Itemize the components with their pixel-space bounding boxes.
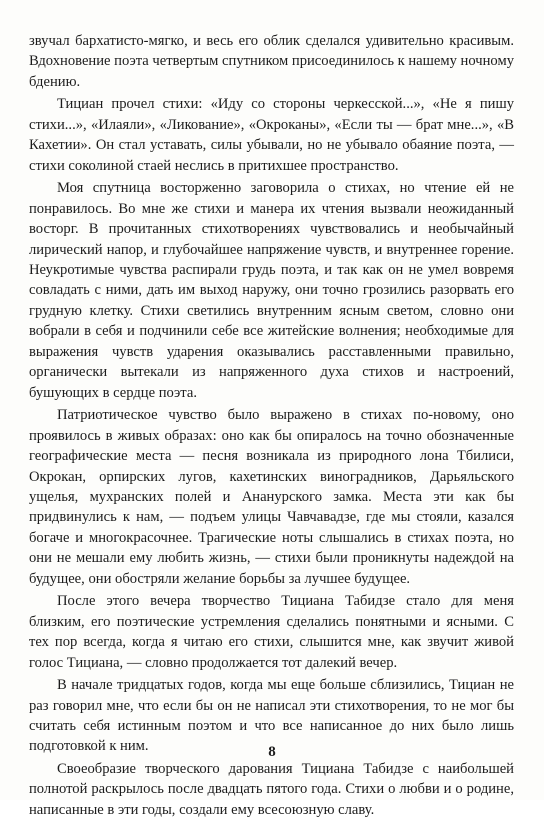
paragraph-originality: Своеобразие творческого дарования Тициана Табидзе с наибольшей полнотой раскрылось после двадцать пятого года. Стихи о любви и о родине, написанные в эти годы, создали ему всесоюзную славу. [29, 760, 514, 818]
paragraph-patriotic-feeling: Патриотическое чувство было выражено в стихах по-новому, оно проявилось в живых образах: оно как бы опиралось на точно обозначенные географические места — песня возникала из природного лона Тбилиси, Окрокан, орпирских лугов, кахетинских виноградников, Дарьяльского ущелья, мухранских полей и Ананурского замка. Места эти как бы придвинулись к нам, — подъем улицы Чавчавадзе, где мы стояли, казался богаче и многокрасочнее. Трагические ноты слышались в стихах поэта, но они не мешали ему любить жизнь, — стихи были проникнуты надеждой на будущее, они обостряли желание борьбы за лучшее будущее. [29, 407, 514, 587]
paragraph-recited-poems: Тициан прочел стихи: «Иду со стороны черкесской...», «Не я пишу стихи...», «Илаяли», «Ликование», «Окроканы», «Если ты — брат мне...», «В Кахетии». Он стал уставать, силы убывали, но не убывало обаяние поэта, — стихи соколиной стаей неслись в притихшее пространство. [29, 96, 514, 174]
page-number: 8 [268, 744, 276, 760]
paragraph-impression: Моя спутница восторженно заговорила о стихах, но чтение ей не понравилось. Во мне же стихи и манера их чтения вызвали неожиданный восторг. В прочитанных стихотворениях чувствовались и необычайный лирический напор, и глубочайшее напряжение чувств, и внутреннее горение. Неукротимые чувства распирали грудь поэта, и так как он не умел вовремя совладать с ними, дать им выход наружу, они точно грозились разорвать его грудную клетку. Стихи светились внутренним ясным светом, словно они вобрали в себя и подчинили себе все житейские волнения; необходимые для выражения чувств ударения оказывались расставленными правильно, органически вытекали из напряженного духа стихов и настроений, бушующих в сердце поэта. [29, 180, 514, 401]
body-text [29, 31, 514, 822]
paragraph-after-evening: После этого вечера творчество Тициана Табидзе стало для меня близким, его поэтические устремления сделались понятными и ясными. С тех пор всегда, когда я читаю его стихи, слышится мне, как звучит живой голос Тициана, — словно продолжается тот далекий вечер. [29, 593, 514, 671]
paragraph-continued: звучал бархатисто-мягко, и весь его облик сделался удивительно красивым. Вдохновение поэта четвертым спутником присоединилось к нашему ночному бдению. [29, 33, 514, 90]
paragraph-thirties: В начале тридцатых годов, когда мы еще больше сблизились, Тициан не раз говорил мне, что если бы он не написал эти стихотворения, то не мог бы считать себя истинным поэтом и что все написанное до них было лишь подготовкой к ним. [29, 677, 514, 755]
